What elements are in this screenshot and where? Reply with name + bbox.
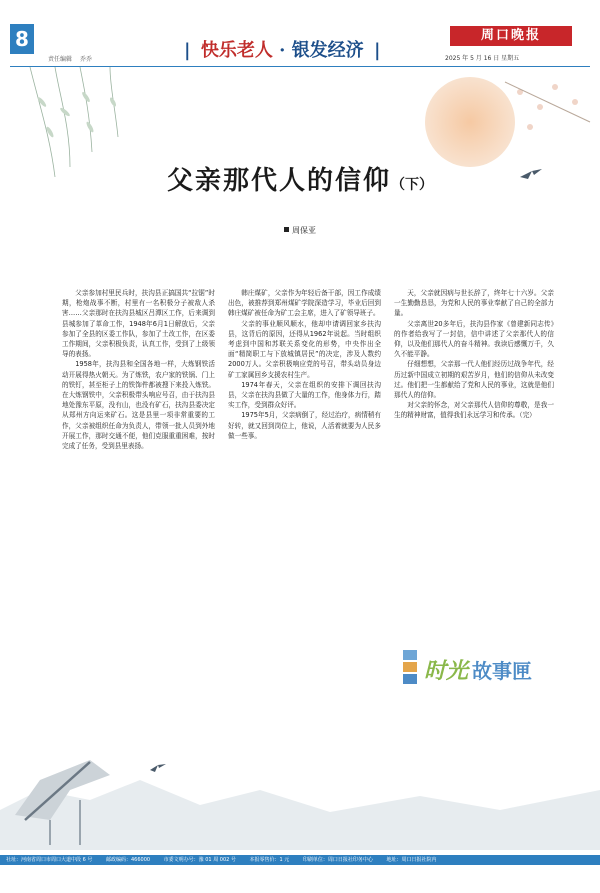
column-title-sep: · [279, 40, 286, 61]
mountain-range-icon [0, 780, 600, 850]
article-column-2 [228, 288, 381, 748]
dateline: 2025 年 5 月 16 日 星期五 [445, 55, 520, 62]
footer-printer-address: 地址：周口日报社院内 [386, 857, 437, 863]
willow-leaves-icon [37, 91, 118, 138]
story-mark-label-b: 故事匣 [472, 659, 532, 683]
page-header [0, 0, 600, 70]
article-title [0, 160, 600, 197]
paragraph: 仔细想想，父亲那一代人他们经历过战争年代，经历过新中国成立初期的艰苦岁月，他们的信仰从未改变过。他们把一生都献给了党和人民的事业，这就是他们那代人的信仰。 [394, 360, 554, 400]
footer-license: 市委文明办号：豫 01 周 002 号 [163, 857, 236, 863]
column-title: | 快乐老人 · 银发经济 | [184, 40, 381, 61]
paragraph: 天，父亲就因病与世长辞了，终年七十六岁。父亲一生勤勤恳恳，为党和人民的事业奉献了自己的全部力量。 [394, 289, 554, 318]
newspaper-masthead: 周口晚报 [450, 26, 572, 46]
footer-postcode: 邮政编码：466000 [105, 857, 151, 863]
book-icon [403, 650, 417, 660]
paragraph: 韩庄煤矿，父亲作为年轻后备干部，因工作成绩出色，被推荐到郑州煤矿学院深造学习，毕业后回到韩庄煤矿被任命为矿工会主席，进入了矿领导班子。 [228, 289, 381, 318]
sun-icon [425, 77, 515, 167]
footer-address: 社址：河南省周口市周口大道中段 6 号 [6, 857, 93, 863]
story-box-logo [398, 640, 558, 700]
article-column-1 [62, 288, 215, 758]
swallow-icon [150, 764, 166, 772]
article-title-suffix: （下） [391, 177, 433, 193]
byline-author: 周保亚 [292, 226, 316, 235]
footer-printer: 印刷单位：周口日报社印务中心 [302, 857, 373, 863]
editor-name: 乔乔 [79, 56, 92, 63]
footer-ink-landscape [0, 720, 600, 850]
paragraph: 1958年，扶沟县和全国各地一样，大炼钢铁活动开展得热火朝天。为了炼铁，农户家的铁锅、门上的铁钉，甚至柜子上的铁饰件都被搜下来投入炼铁。在大炼钢铁中，父亲积极带头响应号召，由于扶沟县地处豫东平原，没有山，也没有矿石，扶沟县委决定从郑州方向运来矿石。这是县里一项非常重要的工作，父亲被组织任命为负责人，带领一批人员到外地开展工作，那时交通不便，他们克服重重困难，按时完成了任务，受到县里表扬。 [62, 360, 215, 451]
paragraph: 父亲参加村里民兵时，扶沟县正搞国共“拉锯”时期，枪炮战事不断，村里有一名积极分子被敌人杀害……父亲那时在扶沟县城区吕潭区工作，后来调到县城参加了革命工作，1948年6月1日解放后，父亲参加了全县的区委工作队，参加了土改工作，在区委工作期间，父亲积极负责，认真工作，受到了上级领导的表扬。 [62, 289, 215, 359]
story-mark-label-a: 时光 [424, 658, 469, 684]
blossom-branch-icon [517, 84, 578, 130]
article-column-3 [394, 288, 554, 638]
paragraph: 父亲离世20多年后，扶沟县作家《曾建新同志传》的作者给我写了一封信，信中讲述了父亲那代人的信仰，以及他们那代人的奋斗精神。我读后感慨万千，久久不能平静。 [394, 319, 554, 359]
page-number: 8 [10, 24, 34, 54]
paragraph: 1975年5月，父亲病倒了，经过治疗，病情稍有好转，就又回到岗位上，他说，人活着就要为人民多做一些事。 [228, 411, 381, 440]
column-subtitle: 银发经济 [291, 40, 364, 61]
byline-marker-icon [284, 227, 289, 232]
header-illustration [0, 67, 600, 247]
editor-label: 责任编辑 [48, 56, 73, 63]
article-title-text: 父亲那代人的信仰 [166, 166, 391, 196]
article-byline [0, 225, 600, 236]
paragraph: 父亲的事业顺风顺水，他却申请调回家乡扶沟县，这背后的原因，还得从1962年说起。当时组织考虑到中国和苏联关系变化的形势，中央作出全面“精简职工与下放城镇居民”的决定，涉及人数约2000万人。父亲积极响应党的号召，带头动员身边矿工家属回乡支援农村生产。 [228, 319, 381, 379]
paragraph: 对父亲的怀念，对父亲那代人信仰的尊敬，是我一生的精神财富，值得我们永远学习和传承。（完） [394, 401, 554, 420]
editor-line [48, 54, 98, 63]
page-footer [0, 855, 600, 865]
footer-price: 本报零售价：1 元 [249, 857, 290, 863]
paragraph: 1974年春天，父亲在组织的安排下调回扶沟县，父亲在扶沟县做了大量的工作，他身体力行，踏实工作，受到群众好评。 [228, 380, 381, 410]
column-title-main: 快乐老人 [200, 40, 273, 61]
